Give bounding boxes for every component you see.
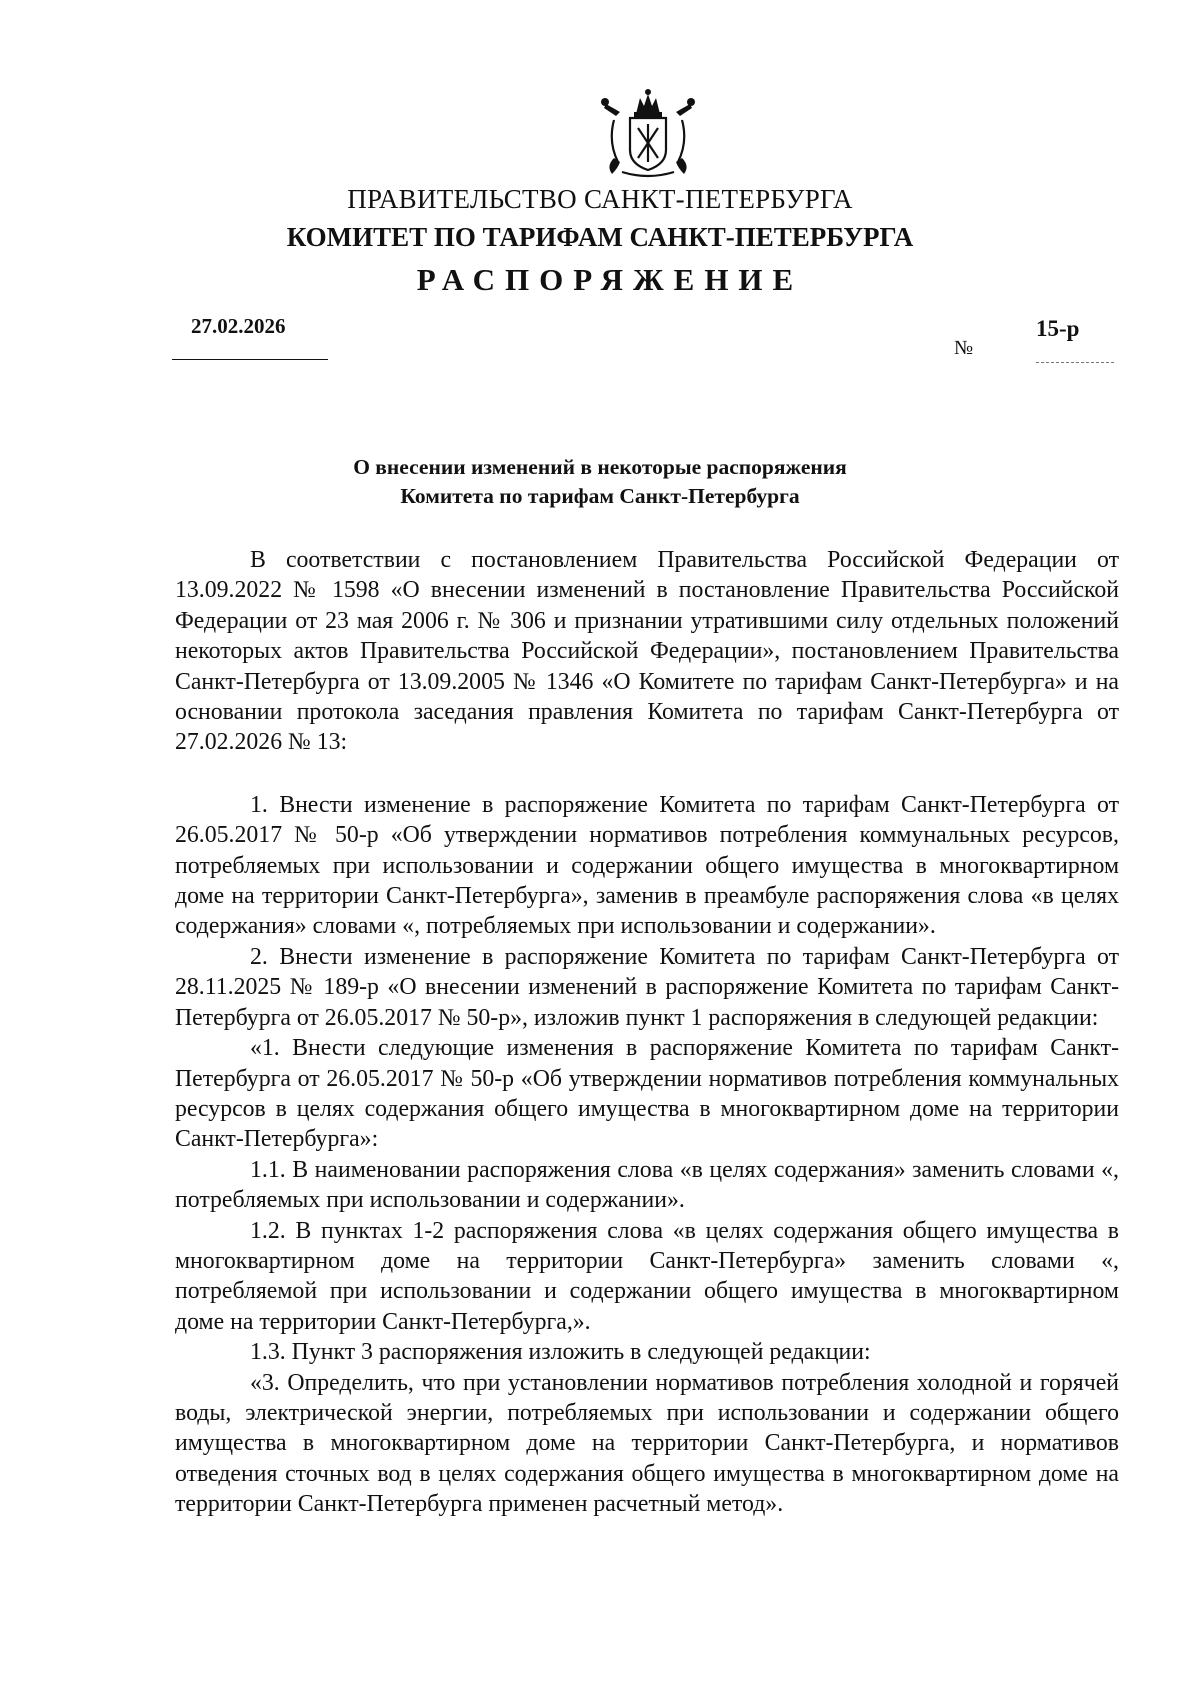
document-title-line-1: О внесении изменений в некоторые распоряжения	[353, 455, 847, 479]
government-heading: ПРАВИТЕЛЬСТВО САНКТ-ПЕТЕРБУРГА	[347, 184, 853, 214]
clause-paragraph: 2. Внести изменение в распоряжение Комитета по тарифам Санкт-Петербурга от 28.11.2025 № 189-р «О внесении изменений в распоряжение Комитета по тарифам Санкт-Петербурга от 26.05.2017 № 50-р», изложив пункт 1 распоряжения в следующей редакции:	[175, 943, 1119, 1031]
clause-paragraph: «1. Внести следующие изменения в распоряжение Комитета по тарифам Санкт-Петербурга от 26.05.2017 № 50-р «Об утверждении нормативов потребления коммунальных ресурсов в целях содержания общего имущества в многоквартирном доме на территории Санкт-Петербурга»:	[175, 1035, 1119, 1153]
committee-heading: КОМИТЕТ ПО ТАРИФАМ САНКТ-ПЕТЕРБУРГА	[286, 222, 914, 252]
clause-paragraph: 1.2. В пунктах 1-2 распоряжения слова «в целях содержания общего имущества в многоквартирном доме на территории Санкт-Петербурга» заменить словами «, потребляемой при использовании и содержании общего имущества в многоквартирном доме на территории Санкт-Петербурга,».	[175, 1217, 1119, 1335]
number-sign: №	[954, 337, 974, 359]
document-title-line-2: Комитета по тарифам Санкт-Петербурга	[400, 484, 800, 508]
clause-paragraph: 1.3. Пункт 3 распоряжения изложить в следующей редакции:	[250, 1339, 871, 1366]
date-underline	[172, 359, 328, 360]
document-number: 15-р	[1036, 316, 1080, 341]
document-type-heading: РАСПОРЯЖЕНИЕ	[416, 262, 804, 297]
clause-paragraph: 1.1. В наименовании распоряжения слова «в целях содержания» заменить словами «, потребляемых при использовании и содержании».	[175, 1156, 1119, 1214]
clause-paragraph: 1. Внести изменение в распоряжение Комитета по тарифам Санкт-Петербурга от 26.05.2017 № 50-р «Об утверждении нормативов потребления коммунальных ресурсов, потребляемых при использовании и содержании общего имущества в многоквартирном доме на территории Санкт-Петербурга», заменив в преамбуле распоряжения слова «в целях содержания» словами «, потребляемых при использовании и содержании».	[175, 791, 1119, 940]
clause-paragraph: «3. Определить, что при установлении нормативов потребления холодной и горячей воды, электрической энергии, потребляемых при использовании и содержании общего имущества в многоквартирном доме на территории Санкт-Петербурга, и нормативов отведения сточных вод в целях содержания общего имущества в многоквартирном доме на территории Санкт-Петербурга применен расчетный метод».	[175, 1369, 1119, 1518]
document-body	[175, 545, 1119, 1520]
document-date: 27.02.2026	[191, 314, 286, 338]
coat-of-arms-icon	[600, 84, 696, 180]
number-underline	[1036, 362, 1114, 363]
preamble-paragraph: В соответствии с постановлением Правительства Российской Федерации от 13.09.2022 № 1598 «О внесении изменений в постановление Правительства Российской Федерации от 23 мая 2006 г. № 306 и признании утратившими силу отдельных положений некоторых актов Правительства Российской Федерации», постановлением Правительства Санкт-Петербурга от 13.09.2005 № 1346 «О Комитете по тарифам Санкт-Петербурга» и на основании протокола заседания правления Комитета по тарифам Санкт-Петербурга от 27.02.2026 № 13:	[175, 547, 1119, 756]
